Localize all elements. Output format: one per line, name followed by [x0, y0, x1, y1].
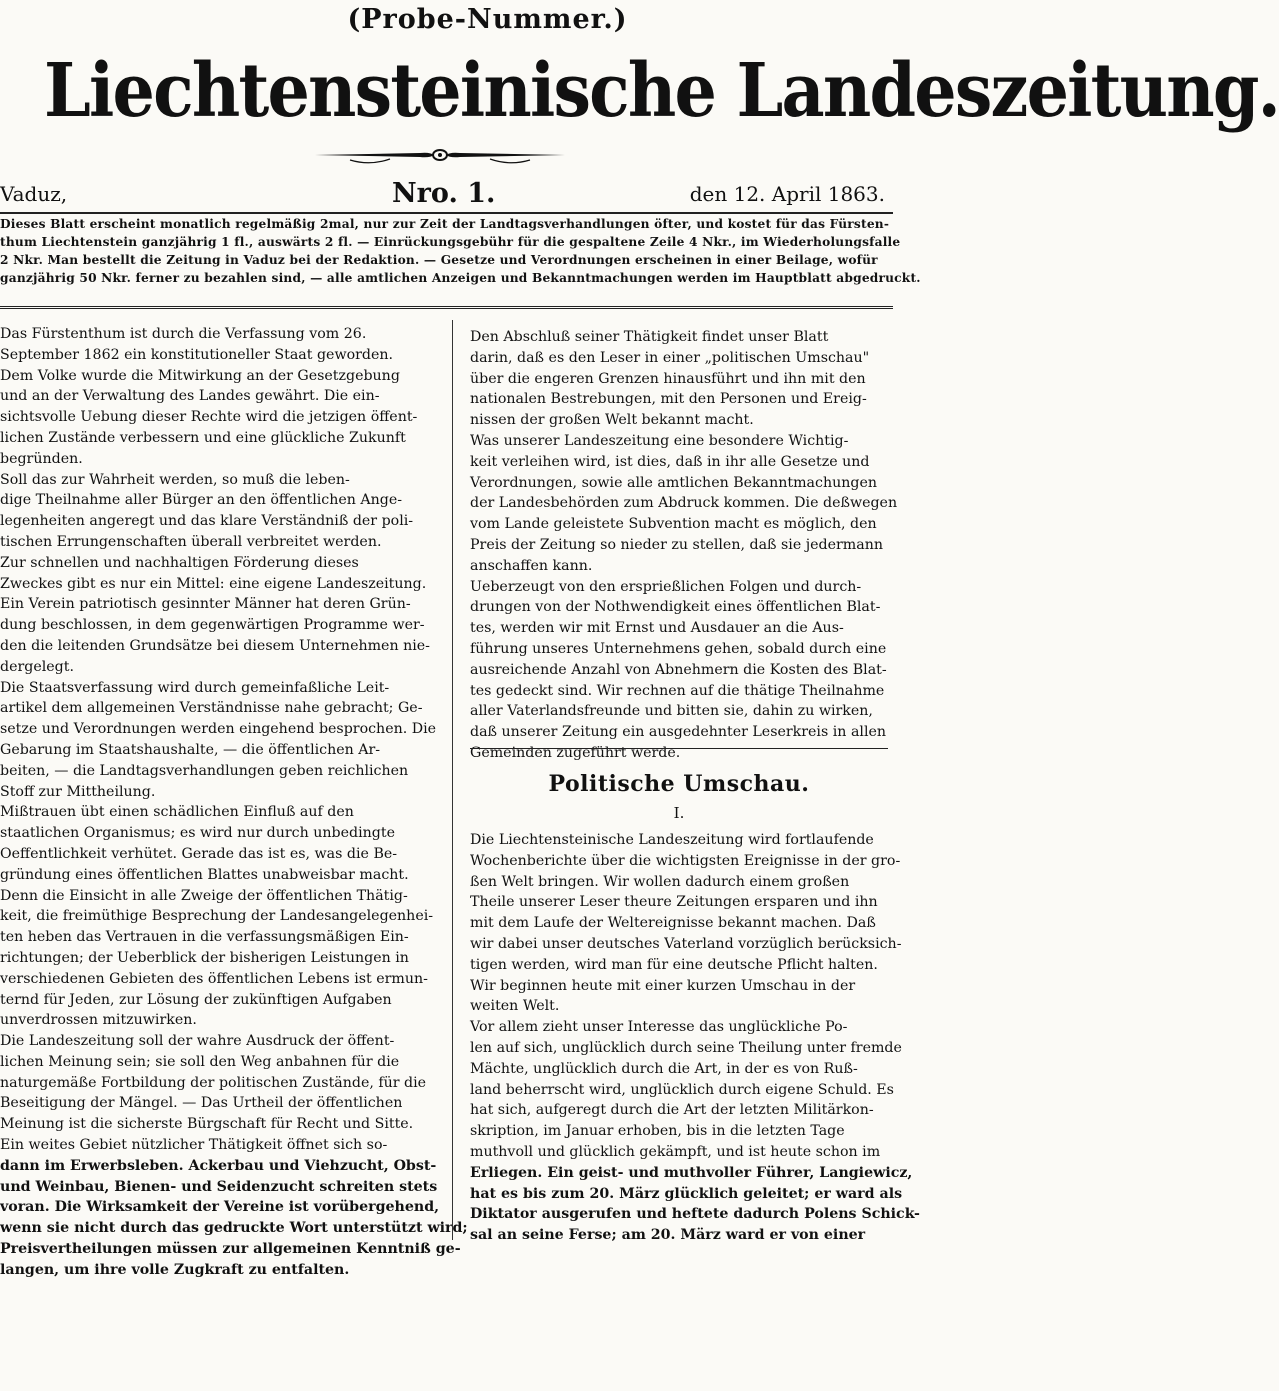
- text-line: Wir beginnen heute mit einer kurzen Umschau in der: [470, 977, 856, 994]
- right-column-top: [470, 327, 898, 764]
- text-line: Preis der Zeitung so nieder zu stellen, daß sie jedermann: [470, 536, 883, 553]
- issue-date: den 12. April 1863.: [689, 182, 885, 206]
- notice-line: thum Liechtenstein ganzjährig 1 fl., auswärts 2 fl. — Einrückungsgebühr für die gespaltene Zeile 4 Nkr., im Wiederholungsfalle: [0, 235, 901, 249]
- text-line: tischen Errungenschaften überall verbreitet werden.: [0, 533, 382, 550]
- text-line: und Weinbau, Bienen- und Seidenzucht schreiten stets: [0, 1178, 438, 1195]
- text-line: anschaffen kann.: [470, 557, 593, 574]
- text-line: skription, im Januar erhoben, bis in die letzten Tage: [470, 1123, 845, 1140]
- text-line: wir dabei unser deutsches Vaterland vorzüglich berücksich-: [470, 935, 902, 952]
- notice-rule: [0, 306, 893, 309]
- text-line: hat sich, aufgeregt durch die Art der letzten Militärkon-: [470, 1102, 874, 1119]
- text-line: dige Theilnahme aller Bürger an den öffentlichen Ange-: [0, 492, 403, 509]
- text-line: setze und Verordnungen werden eingehend besprochen. Die: [0, 721, 437, 738]
- text-line: wenn sie nicht durch das gedruckte Wort unterstützt wird;: [0, 1220, 468, 1237]
- text-line: Ein Verein patriotisch gesinnter Männer hat deren Grün-: [0, 596, 411, 613]
- section-number: I.: [673, 804, 685, 822]
- place-name: Vaduz,: [0, 182, 68, 206]
- text-line: tes, werden wir mit Ernst und Ausdauer an die Aus-: [470, 620, 844, 637]
- text-line: Den Abschluß seiner Thätigkeit findet unser Blatt: [470, 329, 829, 345]
- text-line: len auf sich, unglücklich durch seine Theilung unter fremde: [470, 1039, 902, 1056]
- notice-line: 2 Nkr. Man bestellt die Zeitung in Vaduz bei der Redaktion. — Gesetze und Verordnungen erscheinen in einer Beilage, wofür: [0, 253, 878, 267]
- text-line: drungen von der Nothwendigkeit eines öffentlichen Blat-: [470, 599, 881, 616]
- subscription-notice: [0, 215, 921, 287]
- section-rule: [470, 748, 888, 749]
- text-line: artikel dem allgemeinen Verständnisse nahe gebracht; Ge-: [0, 700, 423, 717]
- text-line: verschiedenen Gebieten des öffentlichen Lebens ist ermun-: [0, 970, 428, 987]
- text-line: gründung eines öffentlichen Blattes unabweisbar macht.: [0, 866, 409, 883]
- text-line: der Landesbehörden zum Abdruck kommen. Die deßwegen: [470, 495, 898, 512]
- text-line: staatlichen Organismus; es wird nur durch unbedingte: [0, 825, 395, 842]
- dateline: [0, 180, 885, 210]
- text-line: hat es bis zum 20. März glücklich geleitet; er ward als: [470, 1185, 903, 1202]
- text-line: Stoff zur Mittheilung.: [0, 783, 156, 800]
- text-line: daß unserer Zeitung ein ausgedehnter Leserkreis in allen: [470, 724, 887, 741]
- text-line: beiten, — die Landtagsverhandlungen geben reichlichen: [0, 762, 409, 779]
- text-line: dung beschlossen, in dem gegenwärtigen Programme wer-: [0, 617, 425, 634]
- text-line: den die leitenden Grundsätze bei diesem Unternehmen nie-: [0, 637, 430, 654]
- text-line: dergelegt.: [0, 658, 74, 675]
- text-line: voran. Die Wirksamkeit der Vereine ist vorübergehend,: [0, 1199, 440, 1216]
- text-line: Die Staatsverfassung wird durch gemeinfaßliche Leit-: [0, 679, 390, 696]
- text-line: Meinung ist die sicherste Bürgschaft für Recht und Sitte.: [0, 1116, 414, 1133]
- text-line: September 1862 ein konstitutioneller Staat geworden.: [0, 346, 394, 363]
- text-line: Dem Volke wurde die Mitwirkung an der Gesetzgebung: [0, 367, 400, 384]
- text-line: Das Fürstenthum ist durch die Verfassung vom 26.: [0, 326, 367, 342]
- text-line: muthvoll und glücklich gekämpft, und ist heute schon im: [470, 1143, 881, 1160]
- text-line: Preisvertheilungen müssen zur allgemeinen Kenntniß ge-: [0, 1241, 461, 1258]
- text-line: dann im Erwerbsleben. Ackerbau und Viehzucht, Obst-: [0, 1157, 437, 1174]
- text-line: naturgemäße Fortbildung der politischen Zustände, für die: [0, 1074, 427, 1091]
- notice-line: Dieses Blatt erscheint monatlich regelmäßig 2mal, nur zur Zeit der Landtagsverhandlungen öfter, und kostet für das Fürsten-: [0, 217, 890, 231]
- text-line: Zur schnellen und nachhaltigen Förderung dieses: [0, 554, 359, 571]
- text-line: Oeffentlichkeit verhütet. Gerade das ist es, was die Be-: [0, 845, 398, 862]
- text-line: keit verleihen wird, ist dies, daß in ihr alle Gesetze und: [470, 453, 870, 470]
- text-line: Erliegen. Ein geist- und muthvoller Führer, Langiewicz,: [470, 1164, 913, 1181]
- text-line: Mächte, unglücklich durch die Art, in der es von Ruß-: [470, 1060, 858, 1077]
- text-line: ten heben das Vertrauen in die verfassungsmäßigen Ein-: [0, 929, 409, 946]
- text-line: Diktator ausgerufen und heftete dadurch Polens Schick-: [470, 1206, 920, 1223]
- text-line: ßen Welt bringen. Wir wollen dadurch einem großen: [470, 873, 850, 890]
- left-column: [0, 324, 468, 1281]
- text-line: Ueberzeugt von den ersprießlichen Folgen und durch-: [470, 578, 862, 595]
- text-line: Denn die Einsicht in alle Zweige der öffentlichen Thätig-: [0, 887, 408, 904]
- header-rule: [0, 212, 893, 214]
- text-line: Verordnungen, sowie alle amtlichen Bekanntmachungen: [470, 474, 877, 491]
- column-divider: [452, 320, 453, 1240]
- text-line: Gebarung im Staatshaushalte, — die öffentlichen Ar-: [0, 741, 381, 758]
- text-line: aller Vaterlandsfreunde und bitten sie, dahin zu wirken,: [470, 703, 873, 720]
- text-line: Gemeinden zugeführt werde.: [470, 744, 681, 761]
- text-line: nationalen Bestrebungen, mit den Personen und Ereig-: [470, 391, 867, 408]
- text-line: Die Landeszeitung soll der wahre Ausdruck der öffent-: [0, 1033, 395, 1050]
- text-line: Theile unserer Leser theure Zeitungen ersparen und ihn: [470, 894, 878, 911]
- text-line: tes gedeckt sind. Wir rechnen auf die thätige Theilnahme: [470, 682, 885, 699]
- text-line: richtungen; der Ueberblick der bisherigen Leistungen in: [0, 949, 409, 966]
- text-line: sal an seine Ferse; am 20. März ward er von einer: [470, 1227, 866, 1244]
- text-line: Vor allem zieht unser Interesse das unglückliche Po-: [470, 1019, 848, 1036]
- text-line: begründen.: [0, 450, 83, 467]
- ornament-divider-icon: [310, 140, 570, 170]
- text-line: ausreichende Anzahl von Abnehmern die Kosten des Blat-: [470, 661, 887, 678]
- text-line: Soll das zur Wahrheit werden, so muß die leben-: [0, 471, 350, 488]
- text-line: nissen der großen Welt bekannt macht.: [470, 412, 754, 429]
- text-line: Mißtrauen übt einen schädlichen Einfluß auf den: [0, 804, 354, 821]
- text-line: Wochenberichte über die wichtigsten Ereignisse in der gro-: [470, 852, 901, 869]
- text-line: weiten Welt.: [470, 998, 560, 1015]
- issue-number: Nro. 1.: [392, 178, 496, 209]
- text-line: langen, um ihre volle Zugkraft zu entfalten.: [0, 1261, 350, 1278]
- text-line: Die Liechtensteinische Landeszeitung wird fortlaufende: [470, 832, 874, 848]
- text-line: Zweckes gibt es nur ein Mittel: eine eigene Landeszeitung.: [0, 575, 427, 592]
- text-line: legenheiten angeregt und das klare Verständniß der poli-: [0, 513, 414, 530]
- probe-nummer-label: (Probe-Nummer.): [347, 4, 628, 35]
- text-line: sichtsvolle Uebung dieser Rechte wird die jetzigen öffent-: [0, 409, 418, 426]
- text-line: land beherrscht wird, unglücklich durch eigene Schuld. Es: [470, 1081, 894, 1098]
- text-line: lichen Zustände verbessern und eine glückliche Zukunft: [0, 429, 406, 446]
- text-line: ternd für Jeden, zur Lösung der zukünftigen Aufgaben: [0, 991, 392, 1008]
- text-line: über die engeren Grenzen hinausführt und ihn mit den: [470, 370, 866, 387]
- text-line: vom Lande geleistete Subvention macht es möglich, den: [470, 516, 877, 533]
- text-line: Ein weites Gebiet nützlicher Thätigkeit öffnet sich so-: [0, 1137, 388, 1154]
- text-line: Beseitigung der Mängel. — Das Urtheil der öffentlichen: [0, 1095, 403, 1112]
- text-line: mit dem Laufe der Weltereignisse bekannt machen. Daß: [470, 915, 876, 932]
- text-line: darin, daß es den Leser in einer „politischen Umschau": [470, 349, 870, 366]
- section-title: Politische Umschau.: [548, 771, 810, 797]
- notice-line: ganzjährig 50 Nkr. ferner zu bezahlen sind, — alle amtlichen Anzeigen und Bekanntmachungen werden im Hauptblatt abgedruckt.: [0, 271, 921, 285]
- text-line: lichen Meinung sein; sie soll den Weg anbahnen für die: [0, 1053, 400, 1070]
- text-line: tigen werden, wird man für eine deutsche Pflicht halten.: [470, 956, 878, 973]
- text-line: führung unseres Unternehmens gehen, sobald durch eine: [470, 640, 887, 657]
- text-line: unverdrossen mitzuwirken.: [0, 1012, 197, 1029]
- text-line: Was unserer Landeszeitung eine besondere Wichtig-: [470, 432, 849, 449]
- text-line: und an der Verwaltung des Landes gewährt. Die ein-: [0, 388, 380, 405]
- right-column-section: [470, 830, 920, 1246]
- text-line: keit, die freimüthige Besprechung der Landesangelegenhei-: [0, 908, 434, 925]
- newspaper-title: Liechtensteinische Landeszeitung.: [44, 48, 1279, 134]
